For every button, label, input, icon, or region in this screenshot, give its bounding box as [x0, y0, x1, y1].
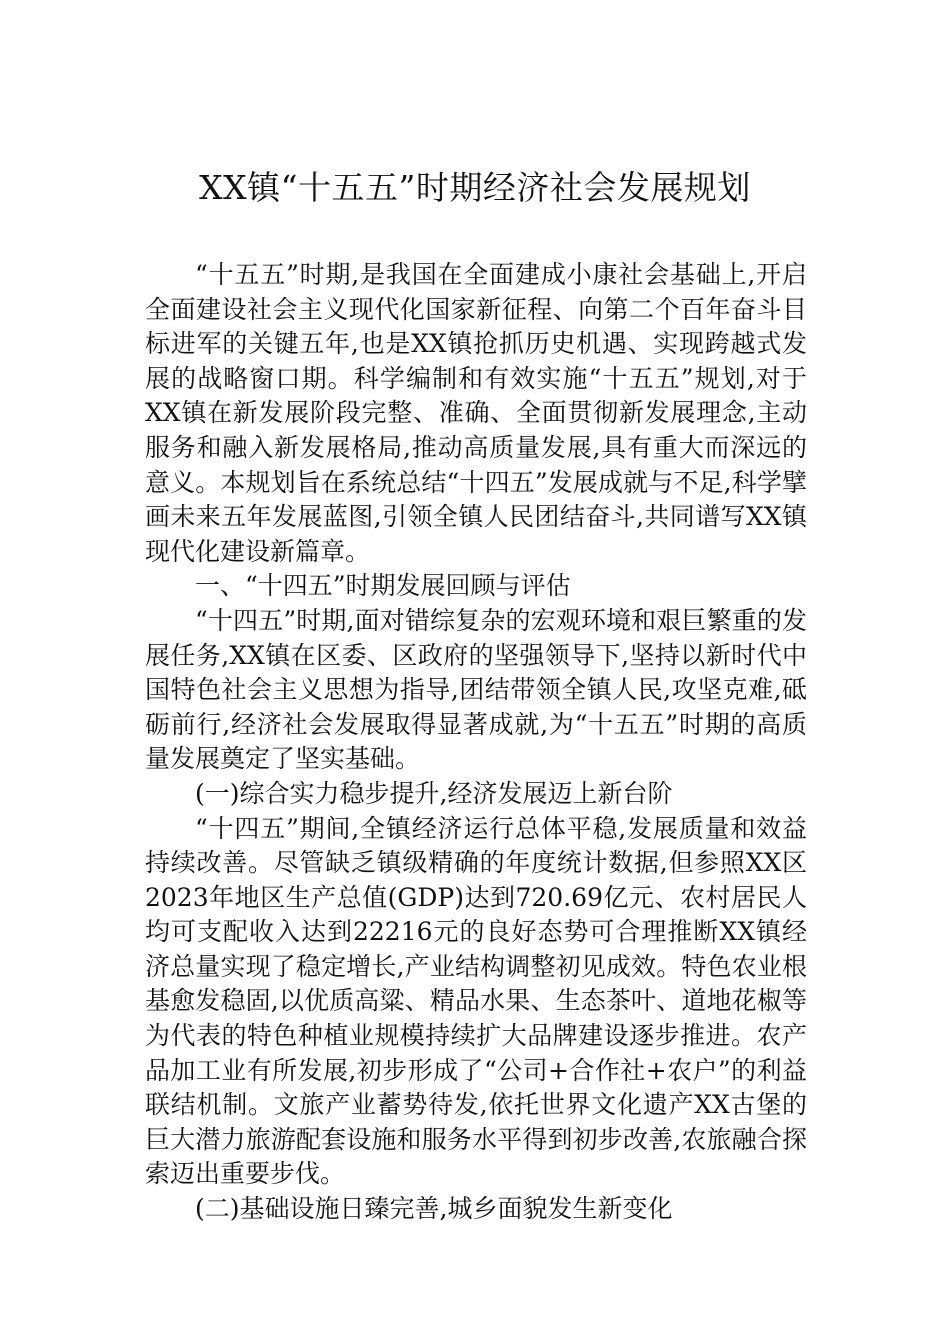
subsection-heading-1: (一)综合实力稳步提升,经济发展迈上新台阶 — [195, 778, 673, 808]
section-1-paragraph: “十四五”时期,面对错综复杂的宏观环境和艰巨繁重的发展任务,XX镇在区委、区政府的坚强领导下,坚持以新时代中国特色社会主义思想为指导,团结带领全镇人民,攻坚克难,砥砺前行,经济社会发展取得显著成就,为“十五五”时期的高质量发展奠定了坚实基础。 — [145, 605, 807, 774]
document-title: XX镇“十五五”时期经济社会发展规划 — [199, 168, 751, 207]
subsection-heading-2: (二)基础设施日臻完善,城乡面貌发生新变化 — [195, 1194, 673, 1224]
subsection-1-paragraph: “十四五”期间,全镇经济运行总体平稳,发展质量和效益持续改善。尽管缺乏镇级精确的年度统计数据,但参照XX区2023年地区生产总值(GDP)达到720.69亿元、农村居民人均可支配收入达到22216元的良好态势可合理推断XX镇经济总量实现了稳定增长,产业结构调整初见成效。特色农业根基愈发稳固,以优质高粱、精品水果、生态茶叶、道地花椒等为代表的特色种植业规模持续扩大品牌建设逐步推进。农产品加工业有所发展,初步形成了“公司+合作社+农户”的利益联结机制。文旅产业蓄势待发,依托世界文化遗产XX古堡的巨大潜力旅游配套设施和服务水平得到初步改善,农旅融合探索迈出重要步伐。 — [145, 813, 807, 1189]
document-body — [145, 258, 807, 1227]
section-heading-1: 一、“十四五”时期发展回顾与评估 — [195, 571, 571, 601]
intro-paragraph: “十五五”时期,是我国在全面建成小康社会基础上,开启全面建设社会主义现代化国家新征程、向第二个百年奋斗目标进军的关键五年,也是XX镇抢抓历史机遇、实现跨越式发展的战略窗口期。科学编制和有效实施“十五五”规划,对于XX镇在新发展阶段完整、准确、全面贯彻新发展理念,主动服务和融入新发展格局,推动高质量发展,具有重大而深远的意义。本规划旨在系统总结“十四五”发展成就与不足,科学擘画未来五年发展蓝图,引领全镇人民团结奋斗,共同谱写XX镇现代化建设新篇章。 — [145, 260, 807, 566]
